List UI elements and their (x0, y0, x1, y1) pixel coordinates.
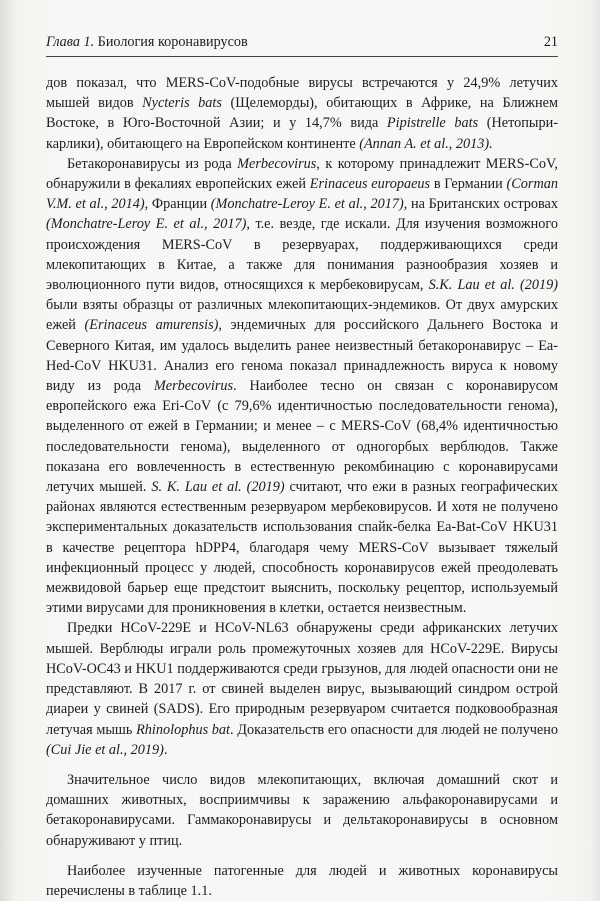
text-run: (Щелеморды), обитающих в Африке, на Ближнем Востоке, в Юго-Восточной Азии; и у 14,7% вида (46, 95, 558, 132)
body-text (46, 73, 558, 901)
paragraph-5 (46, 861, 558, 901)
species-name: (Erinaceus amurensis) (84, 317, 219, 334)
text-run: , эндемичных для российского Дальнего Востока и Северного Китая, им удалось выделить ранее неизвестный бетакоронавирус – Ea-Hed-CoV HKU31. Анализ его генома показал принадлежность вируса к новому виду из рода (46, 317, 559, 395)
text-run: были взяты образцы от различных млекопитающих-эндемиков. От двух амурских ежей (46, 297, 558, 334)
text-run: , на Британских островах (403, 196, 558, 213)
text-run: , Франции (144, 196, 211, 213)
species-name: Erinaceus europaeus (309, 176, 431, 193)
genus-name: Merbecovirus (153, 378, 234, 395)
text-run: считают, что ежи в разных географических районах являются естественным резервуаром мербековирусов. И хотя не получено экспериментальных доказательств использования спайк-белка Ea-Bat-CoV HKU31 в качестве рецептора hDPP4, благодаря чему MERS-CoV вызывает тяжелый инфекционный процесс у людей, способность коронавирусов ежей преодолевать межвидовой барьер еще предстоит выяснить, поскольку рецептор, используемый этими вирусами для проникновения в клетки, остается неизвестным. (46, 479, 558, 617)
text-run: Наиболее изученные патогенные для людей и животных коронавирусы перечислены в таблице 1.1. (46, 862, 558, 899)
citation: (Corman V.M. et al., 2014) (46, 176, 558, 213)
citation: (Monchatre-Leroy E. et al., 2017) (46, 216, 247, 233)
genus-name: Merbecovirus (237, 155, 317, 172)
text-run: в Германии (430, 176, 507, 193)
text-run: (Нетопыри-карлики), обитающего на Европейском континенте (46, 115, 558, 152)
text-run: Бетакоронавирусы из рода (67, 155, 238, 172)
text-run: Предки HCoV-229E и HCoV-NL63 обнаружены среди африканских летучих мышей. Верблюды играли роль промежуточных хозяев для HCoV-229E. Вирусы HCoV-OC43 и HKU1 поддерживаются среди грызунов, для людей опасности они не представляют. В 2017 г. от свиней выделен вирус, вызывающий синдром острой диареи у свиней (SADS). Его природным резервуаром считается подковообразная летучая мышь (46, 620, 558, 738)
species-name: Rhinolophus bat (136, 721, 231, 738)
text-run: Значительное число видов млекопитающих, включая домашний скот и домашних животных, восприимчивы к заражению альфакоронавирусами и бетакоронавирусами. Гаммакоронавирусы и дельтакоронавирусы в основном обнаруживают у птиц. (46, 771, 558, 849)
species-name: Nycteris bats (142, 95, 222, 112)
chapter-heading (46, 34, 248, 51)
text-run: . Наиболее тесно он связан с коронавирусом европейского ежа Eri-CoV (с 79,6% идентичностью последовательности генома), выделенного от ежей в Германии; и менее – с MERS-CoV (68,4% идентичностью последовательности генома), выделенного от одногорбых верблюдов. Также показана его вовлеченность в естественную рекомбинацию с коронавирусами летучих мышей. (46, 378, 558, 496)
citation: S.K. Lau et al. (2019) (428, 277, 558, 294)
paragraph-4 (46, 770, 558, 851)
text-run: . (163, 741, 168, 758)
paragraph-3 (46, 618, 558, 759)
chapter-title: Биология коронавирусов (97, 34, 248, 50)
citation: (Cui Jie et al., 2019) (46, 741, 164, 758)
text-run: . Доказательств его опасности для людей не получено (230, 721, 558, 738)
citation: (Annan A. et al., 2013). (359, 135, 493, 152)
text-run: , к которому принадлежит MERS-CoV, обнаружили в фекалиях европейских ежей (46, 155, 558, 193)
species-name: Pipistrelle bats (386, 115, 479, 132)
text-run: , т.е. везде, где искали. Для изучения возможного происхождения MERS-CoV в резервуарах, поддерживающихся среди млекопитающих в Китае, а также для понимания разнообразия хозяев и эволюционного пути видов, относящихся к мербековирусам, (46, 216, 558, 294)
text-run: дов показал, что MERS-CoV-подобные вирусы встречаются у 24,9% летучих мышей видов (46, 75, 558, 112)
citation: (Monchatre-Leroy E. et al., 2017) (210, 196, 404, 213)
paragraph-2 (46, 154, 558, 619)
page-number: 21 (543, 34, 558, 50)
running-header (46, 32, 558, 57)
chapter-label: Глава 1. (46, 34, 95, 50)
citation: S. K. Lau et al. (2019) (151, 479, 285, 496)
paragraph-1 (46, 73, 558, 154)
